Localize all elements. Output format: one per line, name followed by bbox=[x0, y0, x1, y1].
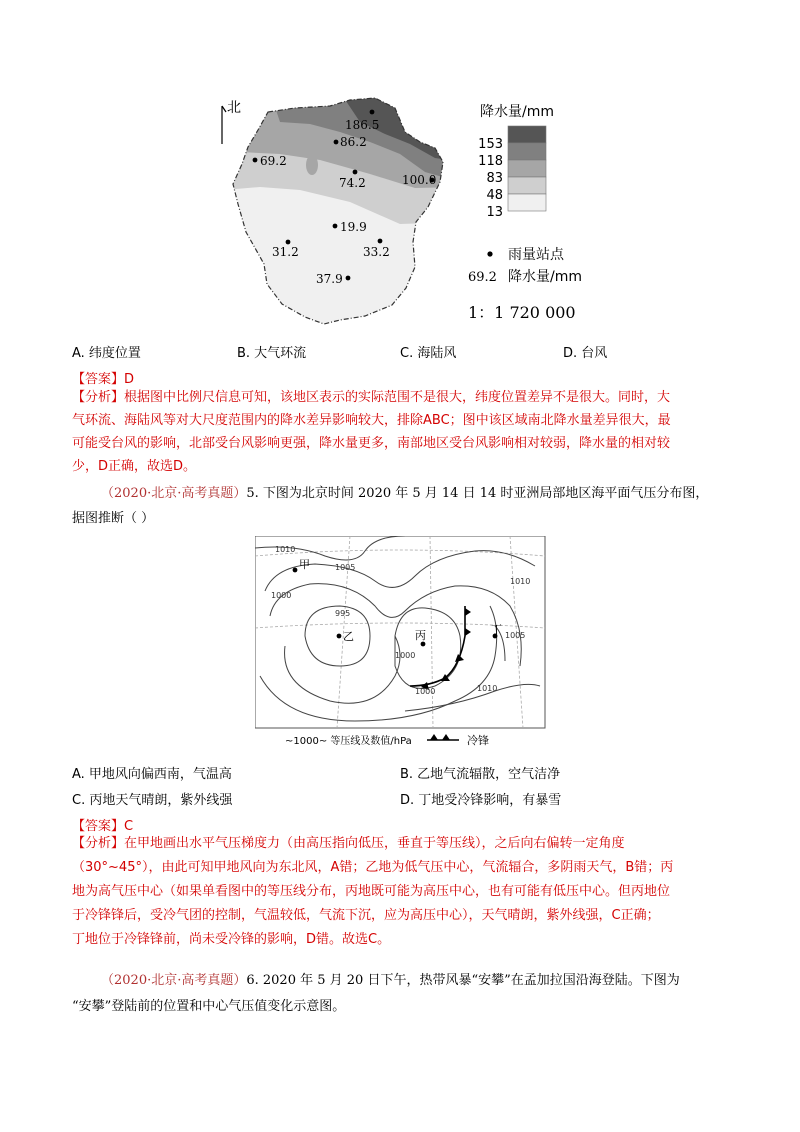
station-value: 186.5 bbox=[345, 118, 380, 132]
isobar-value: 1000 bbox=[395, 651, 416, 660]
station-value: 19.9 bbox=[340, 220, 367, 234]
isobar-map bbox=[255, 536, 547, 748]
question-5-stem: （2020·北京·高考真题）5. 下图为北京时间 2020 年 5 月 14 日 14 时亚洲局部地区海平面气压分布图， bbox=[101, 486, 709, 501]
analysis-line: 【分析】根据图中比例尺信息可知，该地区表示的实际范围不是很大，纬度位置差异不是很大。同时，大 bbox=[72, 390, 671, 405]
answer-tag: 【答案】 bbox=[72, 372, 125, 387]
analysis-line: 可能受台风的影响，北部受台风影响更强，降水量更多，南部地区受台风影响相对较弱，降水量的相对较 bbox=[72, 436, 671, 451]
place-bing: 丙 bbox=[415, 629, 426, 642]
isobar-value: 1000 bbox=[415, 687, 436, 696]
option-d: D. 台风 bbox=[563, 346, 608, 361]
legend-front: 冷锋 bbox=[467, 734, 489, 747]
analysis-tag: 【分析】 bbox=[72, 836, 125, 851]
answer-tag: 【答案】 bbox=[72, 819, 125, 834]
place-ding: 丁 bbox=[491, 623, 502, 636]
cold-front-legend-icon bbox=[427, 734, 459, 740]
legend-level: 153 bbox=[478, 137, 503, 152]
station-value: 100.0 bbox=[402, 173, 437, 187]
legend-level: 118 bbox=[478, 154, 503, 169]
legend-level: 13 bbox=[486, 205, 503, 220]
place-yi: 乙 bbox=[343, 630, 354, 643]
analysis-line: 丁地位于冷锋锋前，尚未受冷锋的影响，D错。故选C。 bbox=[72, 932, 391, 947]
question-6-stem: （2020·北京·高考真题）6. 2020 年 5 月 20 日下午，热带风暴“安攀”在孟加拉国沿海登陆。下图为 bbox=[101, 973, 680, 988]
analysis-line: 气环流、海陆风等对大尺度范围内的降水差异影响较大，排除ABC；图中该区域南北降水量差异很大，最 bbox=[72, 413, 671, 428]
isobar-value: 1005 bbox=[505, 631, 526, 640]
north-arrow-icon bbox=[222, 106, 226, 144]
map-scale: 1：1 720 000 bbox=[468, 303, 576, 322]
station-value: 74.2 bbox=[339, 176, 366, 190]
isobar-value: 1010 bbox=[477, 684, 498, 693]
analysis-tag: 【分析】 bbox=[72, 390, 125, 405]
option-d: D. 丁地受冷锋影响，有暴雪 bbox=[400, 793, 562, 808]
north-label: 北 bbox=[227, 100, 241, 116]
legend-title: 降水量/mm bbox=[480, 104, 554, 120]
analysis-block bbox=[72, 832, 732, 952]
option-a: A. 甲地风向偏西南，气温高 bbox=[72, 767, 232, 782]
analysis-line: 地为高气压中心（如果单看图中的等压线分布，丙地既可能为高压中心，也有可能有低压中心。但丙地位 bbox=[72, 884, 671, 899]
isobar-value: 1010 bbox=[275, 545, 296, 554]
station-value: 37.9 bbox=[316, 272, 343, 286]
answer-line bbox=[72, 368, 134, 387]
isobar-value: 1010 bbox=[510, 577, 531, 586]
analysis-line: （30°~45°），由此可知甲地风向为东北风，A错；乙地为低气压中心，气流辐合，多阴雨天气，B错；丙 bbox=[72, 860, 674, 875]
question-5-stem-cont: 据图推断（ ） bbox=[72, 511, 155, 526]
legend-level: 83 bbox=[486, 171, 503, 186]
question-source: （2020·北京·高考真题） bbox=[101, 486, 247, 501]
option-c: C. 海陆风 bbox=[400, 346, 457, 361]
legend-sample-label: 降水量/mm bbox=[508, 269, 582, 285]
option-b: B. 大气环流 bbox=[237, 346, 307, 361]
precipitation-map bbox=[200, 92, 590, 332]
place-jia: 甲 bbox=[299, 558, 310, 571]
option-a: A. 纬度位置 bbox=[72, 346, 141, 361]
analysis-block bbox=[72, 386, 732, 478]
answer-value: C bbox=[124, 819, 134, 834]
station-value: 86.2 bbox=[340, 135, 367, 149]
isobar-value: 1000 bbox=[271, 591, 292, 600]
legend-isobar: ~1000~ 等压线及数值/hPa bbox=[285, 736, 412, 747]
legend-station-label: 雨量站点 bbox=[508, 247, 564, 263]
legend-level: 48 bbox=[486, 188, 503, 203]
legend-sample-value: 69.2 bbox=[468, 270, 497, 285]
answer-value: D bbox=[124, 372, 135, 387]
isobar-value: 995 bbox=[335, 609, 351, 618]
option-c: C. 丙地天气晴朗，紫外线强 bbox=[72, 793, 233, 808]
option-b: B. 乙地气流辐散，空气洁净 bbox=[400, 767, 561, 782]
station-value: 69.2 bbox=[260, 154, 287, 168]
analysis-line: 于冷锋锋后，受冷气团的控制，气温较低，气流下沉，应为高压中心），天气晴朗，紫外线强，C正确； bbox=[72, 908, 660, 923]
question-6-stem-cont: “安攀”登陆前的位置和中心气压值变化示意图。 bbox=[72, 999, 346, 1014]
station-value: 31.2 bbox=[272, 245, 299, 259]
analysis-line: 少，D正确，故选D。 bbox=[72, 459, 197, 474]
analysis-line: 【分析】在甲地画出水平气压梯度力（由高压指向低压，垂直于等压线），之后向右偏转一定角度 bbox=[72, 836, 625, 851]
question-source: （2020·北京·高考真题） bbox=[101, 973, 247, 988]
isobar-value: 1005 bbox=[335, 563, 356, 572]
station-value: 33.2 bbox=[363, 245, 390, 259]
legend-swatches bbox=[508, 126, 546, 211]
